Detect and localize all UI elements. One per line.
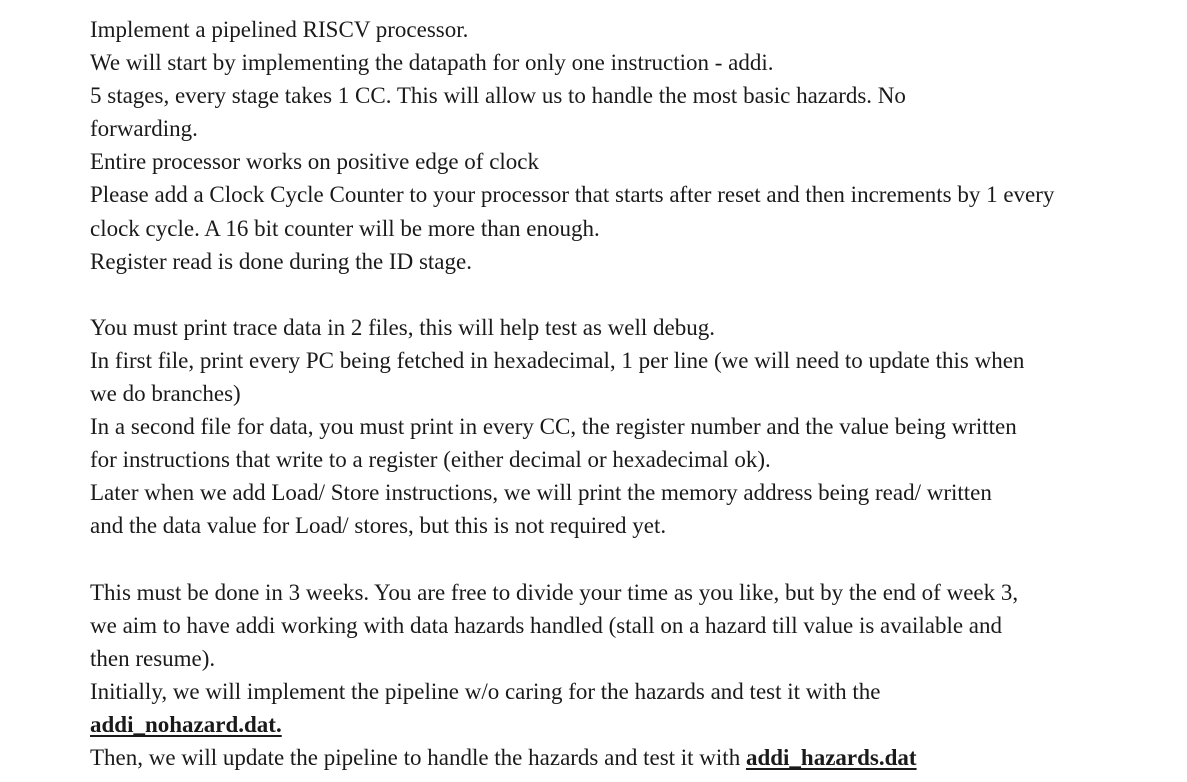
nohazard-file-link[interactable]: addi_nohazard.dat. — [90, 711, 282, 737]
pc-trace-paragraph: In first file, print every PC being fetched in hexadecimal, 1 per line (we will need to update this when we do branches) — [90, 347, 1025, 407]
load-store-paragraph: Later when we add Load/ Store instructions, we will print the memory address being read/ written and the data value for Load/ stores, but this is not required yet. — [90, 480, 992, 539]
hazards-file-link[interactable]: addi_hazards.dat — [745, 745, 917, 771]
cycle-counter-paragraph: Please add a Clock Cycle Counter to your processor that starts after reset and then increments by 1 every clock cycle. A 16 bit counter will be more than enough. — [90, 182, 1055, 241]
intro-line: Implement a pipelined RISCV processor. — [90, 17, 469, 42]
clock-edge-line: Entire processor works on positive edge of clock — [90, 149, 540, 175]
register-read-line: Register read is done during the ID stage. — [90, 248, 472, 274]
addi-scope-line: We will start by implementing the datapath for only one instruction - addi. — [90, 50, 774, 76]
data-trace-paragraph: In a second file for data, you must print in every CC, the register number and the value being written for instructions that write to a register (either decimal or hexadecimal ok). — [90, 414, 1017, 473]
trace-intro-line: You must print trace data in 2 files, this will help test as well debug. — [90, 314, 715, 340]
hazard-test-text: Then, we will update the pipeline to handle the hazards and test it with — [90, 745, 746, 771]
nohazard-test-paragraph — [90, 675, 990, 741]
stages-paragraph: 5 stages, every stage takes 1 CC. This will allow us to handle the most basic hazards. No forwarding. — [90, 83, 906, 142]
hazard-test-paragraph — [90, 741, 1090, 774]
schedule-paragraph: This must be done in 3 weeks. You are free to divide your time as you like, but by the end of week 3, we aim to have addi working with data hazards handled (stall on a hazard till value is available and then resume). — [90, 579, 1019, 671]
paragraph-gap — [90, 278, 1090, 311]
nohazard-test-text: Initially, we will implement the pipeline w/o caring for the hazards and test it with the — [90, 678, 881, 704]
paragraph-gap — [90, 543, 1090, 576]
document-body — [90, 13, 1090, 774]
